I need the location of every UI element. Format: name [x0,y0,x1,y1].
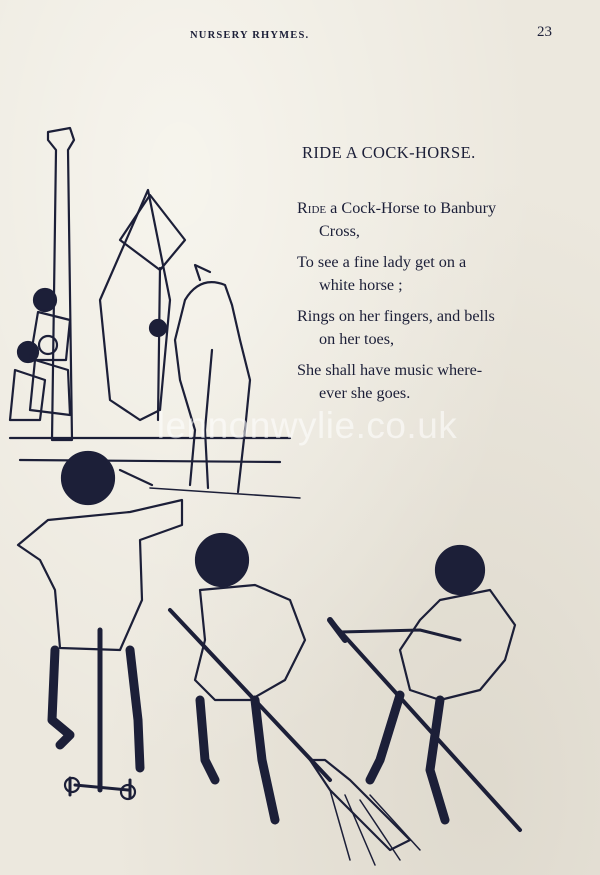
watermark-text: lennonwylie.co.uk [156,405,458,446]
poem-line: To see a fine lady get on a [297,253,467,271]
poem-line-continuation: Cross, [319,222,360,240]
poem-line-continuation: white horse ; [319,276,403,294]
boy-head-icon [196,534,248,586]
poem-line: She shall have music where- [297,361,483,379]
poem-title: RIDE A COCK-HORSE. [302,143,476,162]
page-number: 23 [537,24,552,40]
pull-stick-icon [330,620,520,830]
poem-line: Rings on her fingers, and bells [297,307,495,325]
poem-first-word: Ride [297,199,327,217]
poem-line-text: a Cock-Horse to Banbury [326,199,497,217]
boy-head-icon [436,546,484,594]
broom-handle-icon [170,610,330,780]
poem-line-continuation: ever she goes. [319,384,411,402]
poem-line-continuation: on her toes, [319,330,395,348]
running-title: NURSERY RHYMES. [190,30,310,41]
boy-head-icon [62,452,114,504]
